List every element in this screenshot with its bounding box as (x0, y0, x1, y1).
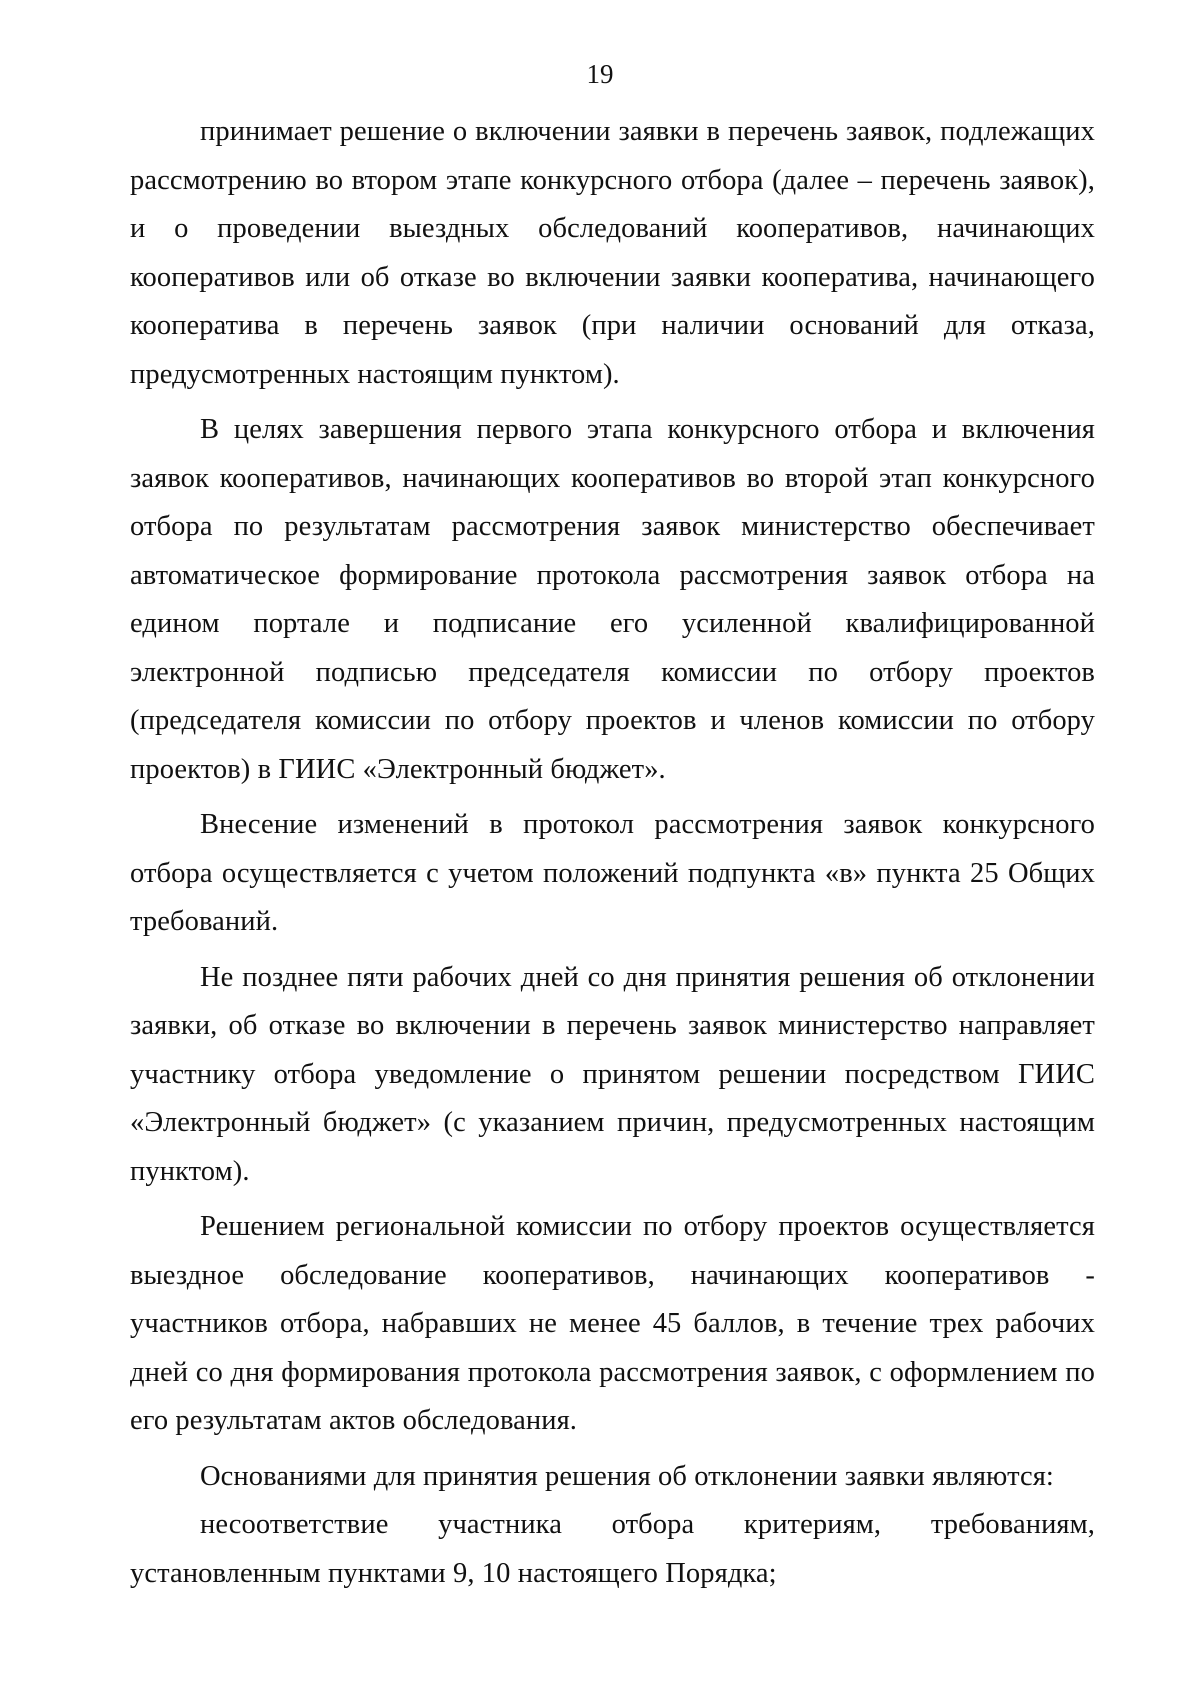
paragraph-7: несоответствие участника отбора критериям, требованиям, установленным пунктами 9, 10 настоящего Порядка; (130, 1509, 1095, 1589)
document-body (130, 108, 1095, 1598)
paragraph-1: принимает решение о включении заявки в перечень заявок, подлежащих рассмотрению во втором этапе конкурсного отбора (далее – перечень заявок), и о проведении выездных обследований кооперативов, начинающих кооперативов или об отказе во включении заявки кооператива, начинающего кооператива в перечень заявок (при наличии оснований для отказа, предусмотренных настоящим пунктом). (130, 116, 1095, 390)
paragraph-2: В целях завершения первого этапа конкурсного отбора и включения заявок кооперативов, начинающих кооперативов во второй этап конкурсного отбора по результатам рассмотрения заявок министерство обеспечивает автоматическое формирование протокола рассмотрения заявок отбора на едином портале и подписание его усиленной квалифицированной электронной подписью председателя комиссии по отбору проектов (председателя комиссии по отбору проектов и членов комиссии по отбору проектов) в ГИИС «Электронный бюджет». (130, 414, 1095, 785)
page-number: 19 (586, 59, 614, 89)
paragraph-5: Решением региональной комиссии по отбору проектов осуществляется выездное обследование кооперативов, начинающих кооперативов - участников отбора, набравших не менее 45 баллов, в течение трех рабочих дней со дня формирования протокола рассмотрения заявок, с оформлением по его результатам актов обследования. (130, 1211, 1095, 1436)
paragraph-4: Не позднее пяти рабочих дней со дня принятия решения об отклонении заявки, об отказе во включении в перечень заявок министерство направляет участнику отбора уведомление о принятом решении посредством ГИИС «Электронный бюджет» (с указанием причин, предусмотренных настоящим пунктом). (130, 961, 1095, 1187)
paragraph-3: Внесение изменений в протокол рассмотрения заявок конкурсного отбора осуществляется с учетом положений подпункта «в» пункта 25 Общих требований. (130, 809, 1095, 937)
paragraph-6: Основаниями для принятия решения об отклонении заявки являются: (200, 1460, 1054, 1492)
